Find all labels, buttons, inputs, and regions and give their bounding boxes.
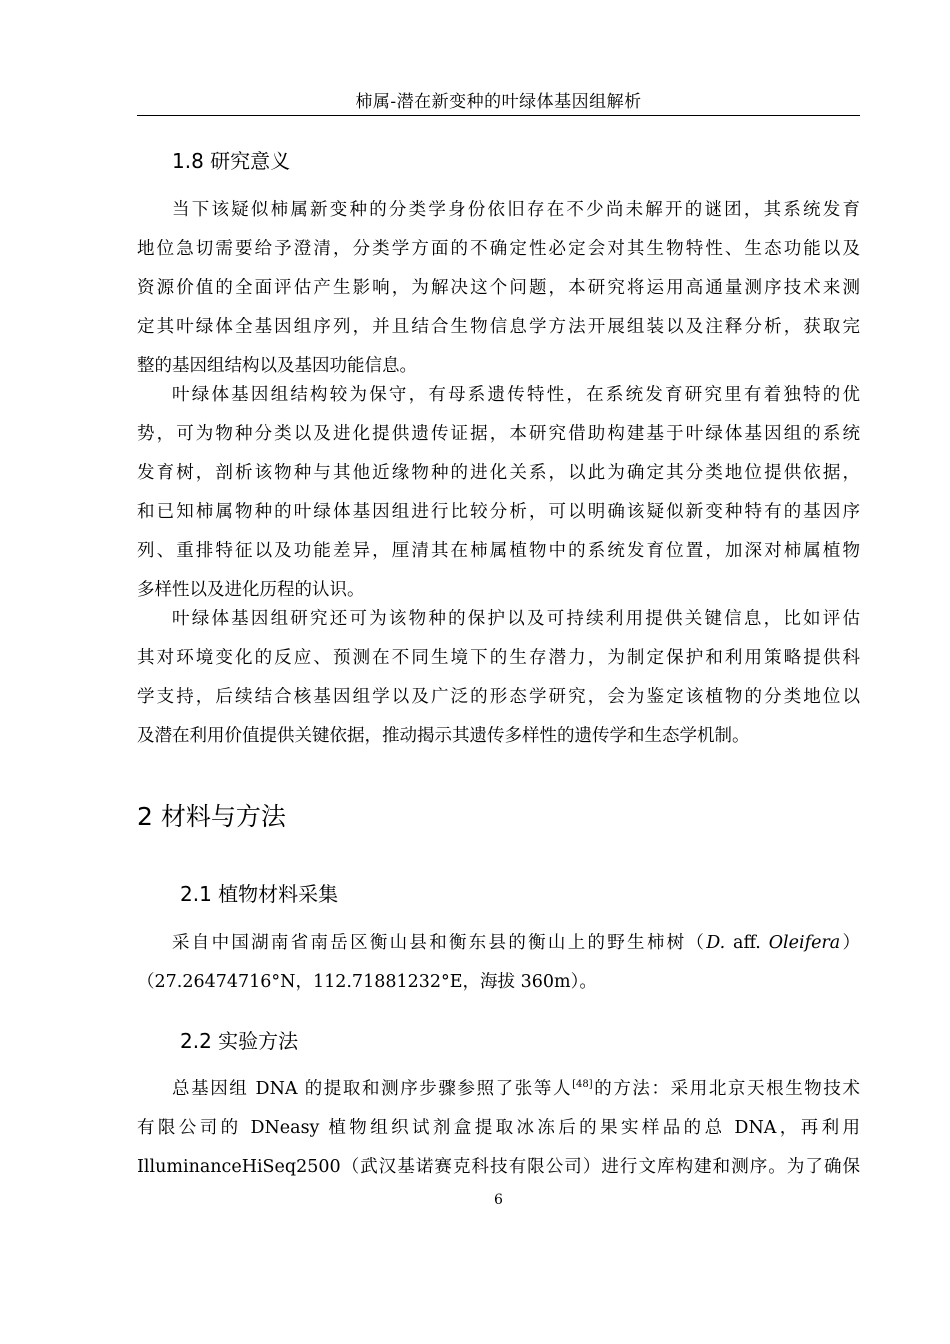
citation-ref: [48] [572, 1079, 593, 1091]
section-heading-2-1: 2.1 植物材料采集 [180, 882, 339, 906]
paragraph-line: IlluminanceHiSeq2500（武汉基诺赛克科技有限公司）进行文库构建和测序。为了确保 [137, 1157, 860, 1177]
paragraph-line: （27.26474716°N，112.71881232°E，海拔 360m）。 [137, 972, 597, 992]
paragraph-line: 地位急切需要给予澄清，分类学方面的不确定性必定会对其生物特性、生态功能以及 [137, 239, 860, 259]
paragraph-line: 学支持，后续结合核基因组学以及广泛的形态学研究，会为鉴定该植物的分类地位以 [137, 687, 860, 707]
text-segment: ） [840, 933, 861, 953]
paragraph-line: 定其叶绿体全基因组序列，并且结合生物信息学方法开展组装以及注释分析，获取完 [137, 317, 860, 337]
paragraph-line: 整的基因组结构以及基因功能信息。 [137, 356, 417, 376]
paragraph-1-8-3 [137, 600, 860, 756]
paragraph-line: 和已知柿属物种的叶绿体基因组进行比较分析，可以明确该疑似新变种特有的基因序 [137, 502, 860, 522]
section-heading-1-8: 1.8 研究意义 [172, 149, 291, 173]
section-heading-2: 2 材料与方法 [137, 802, 286, 831]
paragraph-1-8-2 [137, 376, 860, 610]
paragraph-line: 其对环境变化的反应、预测在不同生境下的生存潜力，为制定保护和利用策略提供科 [137, 648, 860, 668]
paragraph-2-2 [137, 1070, 860, 1187]
text-segment: 的方法：采用北京天根生物技术 [592, 1079, 861, 1099]
paragraph-1-8-1 [137, 191, 860, 386]
paragraph-line: 及潜在利用价值提供关键依据，推动揭示其遗传多样性的遗传学和生态学机制。 [137, 726, 750, 746]
paragraph-line: 有限公司的 DNeasy 植物组织试剂盒提取冰冻后的果实样品的总 DNA，再利用 [137, 1118, 860, 1138]
text-segment: 采自中国湖南省南岳区衡山县和衡东县的衡山上的野生柿树（ [172, 933, 707, 953]
section-heading-2-2: 2.2 实验方法 [180, 1029, 299, 1053]
paragraph-line: 叶绿体基因组研究还可为该物种的保护以及可持续利用提供关键信息，比如评估 [172, 609, 860, 629]
paragraph-line [137, 1070, 860, 1109]
species-genus: D. [706, 933, 726, 953]
running-header: 柿属-潜在新变种的叶绿体基因组解析 [355, 92, 642, 112]
paragraph-line: 资源价值的全面评估产生影响，为解决这个问题，本研究将运用高通量测序技术来测 [137, 278, 860, 298]
paragraph-line: 多样性以及进化历程的认识。 [137, 580, 365, 600]
paragraph-line: 势，可为物种分类以及进化提供遗传证据，本研究借助构建基于叶绿体基因组的系统 [137, 424, 860, 444]
paragraph-line [137, 924, 860, 963]
paragraph-line: 叶绿体基因组结构较为保守，有母系遗传特性，在系统发育研究里有着独特的优 [172, 385, 860, 405]
header-rule [137, 115, 860, 116]
page-number: 6 [494, 1192, 503, 1208]
paragraph-line: 列、重排特征以及功能差异，厘清其在柿属植物中的系统发育位置，加深对柿属植物 [137, 541, 860, 561]
species-epithet: Oleifera [768, 933, 841, 953]
text-segment: aff. [725, 933, 769, 953]
paragraph-2-1 [137, 924, 860, 1002]
paragraph-line: 当下该疑似柿属新变种的分类学身份依旧存在不少尚未解开的谜团，其系统发育 [172, 200, 860, 220]
text-segment: 总基因组 DNA 的提取和测序步骤参照了张等人 [172, 1079, 573, 1099]
paragraph-line: 发育树，剖析该物种与其他近缘物种的进化关系，以此为确定其分类地位提供依据， [137, 463, 860, 483]
